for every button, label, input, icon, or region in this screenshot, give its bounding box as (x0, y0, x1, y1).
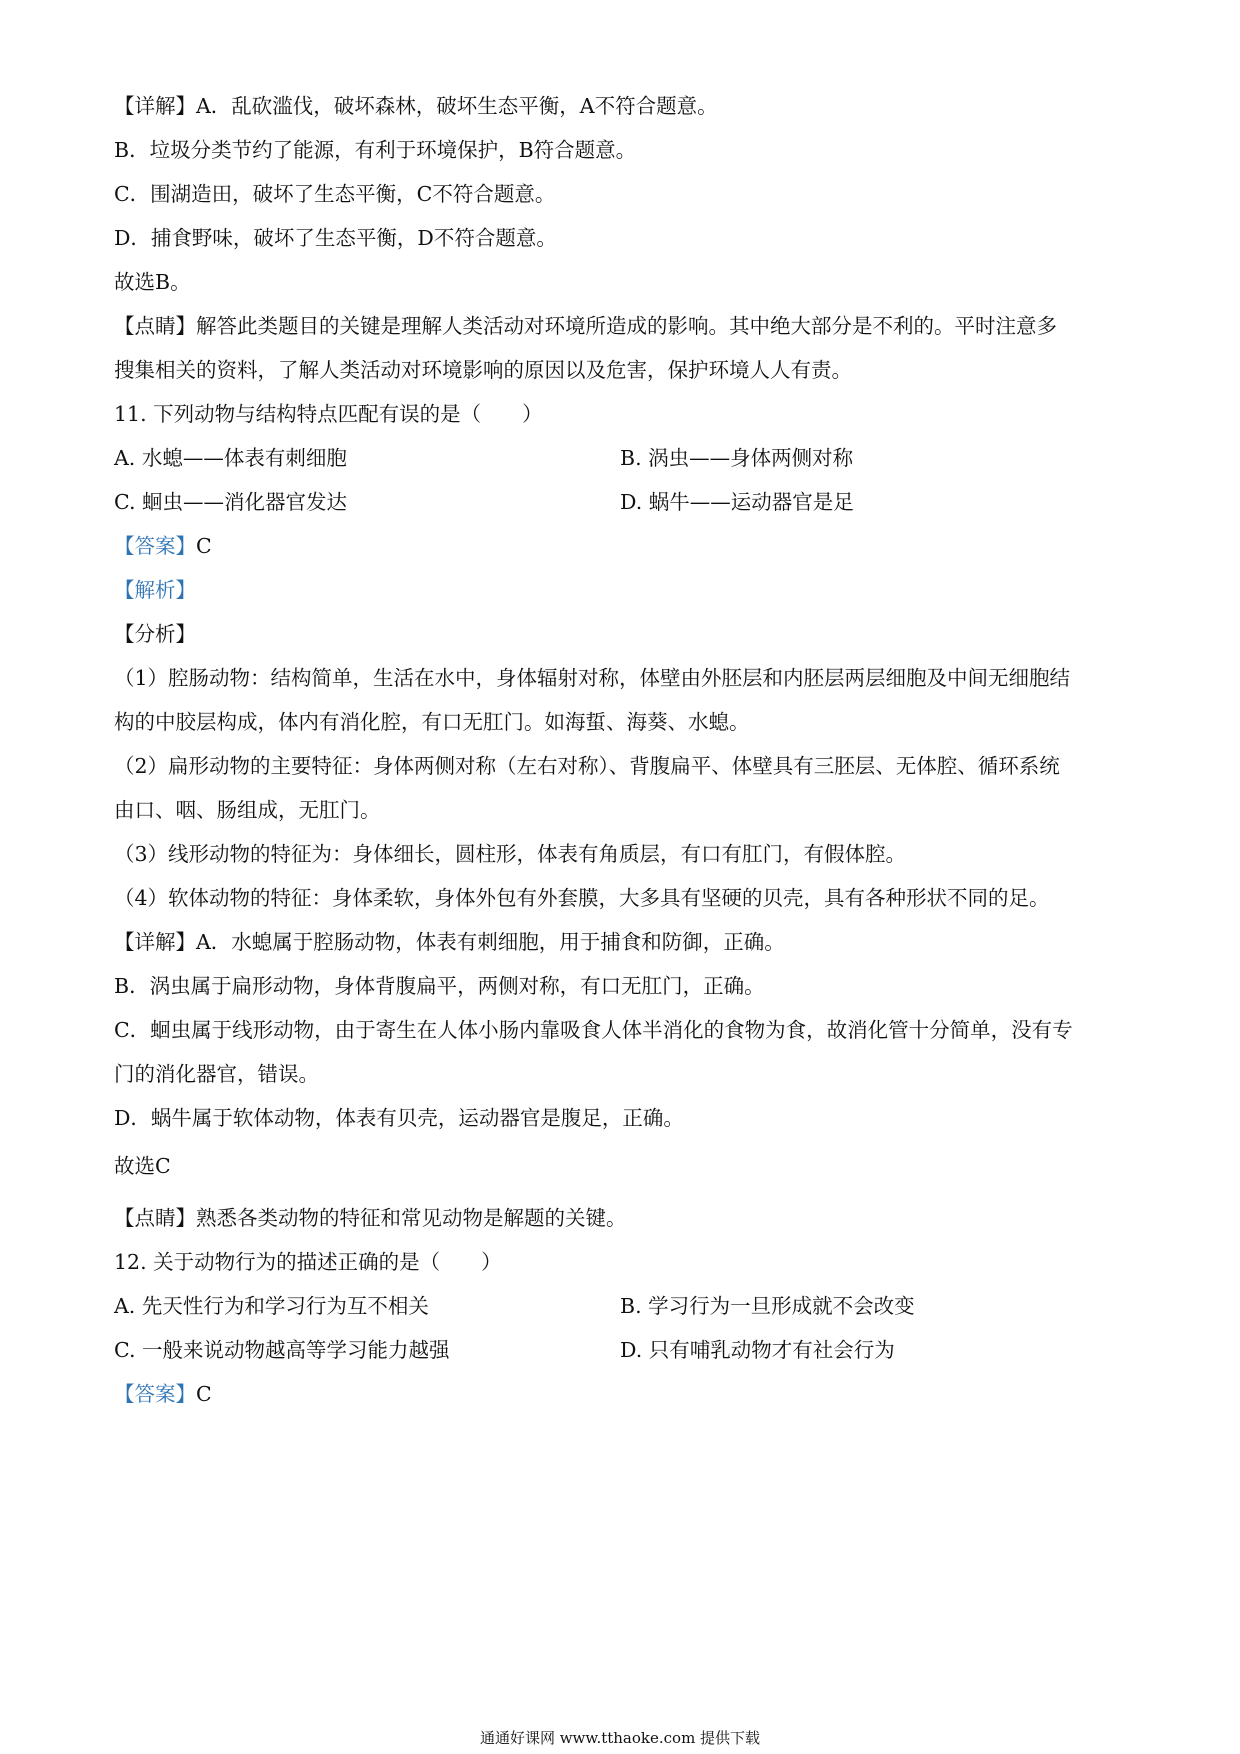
answer-value: C (196, 1382, 212, 1406)
comment-tag: 【点睛】 (114, 1206, 196, 1230)
page-footer: 通通好课网 www.tthaoke.com 提供下载 (479, 1729, 761, 1747)
q10-choice: 故选B。 (114, 270, 191, 294)
q11-choice: 故选C (114, 1154, 171, 1178)
q11-point-1-line-2: 构的中胶层构成，体内有消化腔，有口无肛门。如海蜇、海葵、水螅。 (114, 710, 750, 734)
q11-analysis-tag: 【解析】 (114, 578, 196, 602)
q10-detail-c: C．围湖造田，破坏了生态平衡，C不符合题意。 (114, 182, 556, 206)
q11-point-2-line-2: 由口、咽、肠组成，无肛门。 (114, 798, 381, 822)
q10-detail-b: B．垃圾分类节约了能源，有利于环境保护，B符合题意。 (114, 138, 637, 162)
q11-option-a: A. 水螅——体表有刺细胞 (114, 446, 347, 470)
q11-detail-c-line-2: 门的消化器官，错误。 (114, 1062, 319, 1086)
q11-option-d: D. 蜗牛——运动器官是足 (620, 490, 854, 514)
answer-tag: 【答案】 (114, 1382, 196, 1406)
q12-option-d: D. 只有哺乳动物才有社会行为 (620, 1338, 895, 1362)
q11-point-2-line-1: （2）扁形动物的主要特征：身体两侧对称（左右对称）、背腹扁平、体壁具有三胚层、无体腔、循环系统 (114, 754, 1060, 778)
q12-options-row-2 (114, 1336, 1134, 1364)
q12-options-row-1 (114, 1292, 1134, 1320)
q11-detail-a: 【详解】A．水螅属于腔肠动物，体表有刺细胞，用于捕食和防御，正确。 (114, 930, 785, 954)
q11-point-3: （3）线形动物的特征为：身体细长，圆柱形，体表有角质层，有口有肛门，有假体腔。 (114, 842, 907, 866)
q11-fenxi-tag: 【分析】 (114, 622, 196, 646)
q11-comment: 【点睛】熟悉各类动物的特征和常见动物是解题的关键。 (114, 1206, 627, 1230)
q11-options-row-2 (114, 488, 1134, 516)
answer-tag: 【答案】 (114, 534, 196, 558)
q11-option-b: B. 涡虫——身体两侧对称 (620, 446, 854, 470)
detail-tag: 【详解】 (114, 930, 196, 954)
q11-point-4: （4）软体动物的特征：身体柔软，身体外包有外套膜，大多具有坚硬的贝壳，具有各种形状不同的足。 (114, 886, 1050, 910)
q10-comment-line-1: 【点睛】解答此类题目的关键是理解人类活动对环境所造成的影响。其中绝大部分是不利的。平时注意多 (114, 314, 1057, 338)
q12-stem: 12. 关于动物行为的描述正确的是（ ） (114, 1250, 502, 1274)
q11-detail-b: B．涡虫属于扁形动物，身体背腹扁平，两侧对称，有口无肛门，正确。 (114, 974, 765, 998)
q12-answer (114, 1380, 1134, 1408)
comment-tag: 【点睛】 (114, 314, 196, 338)
q11-detail-d: D．蜗牛属于软体动物，体表有贝壳，运动器官是腹足，正确。 (114, 1106, 684, 1130)
q11-options-row-1 (114, 444, 1134, 472)
q12-option-b: B. 学习行为一旦形成就不会改变 (620, 1294, 915, 1318)
q11-detail-c-line-1: C．蛔虫属于线形动物，由于寄生在人体小肠内靠吸食人体半消化的食物为食，故消化管十分简单，没有专 (114, 1018, 1073, 1042)
q11-point-1-line-1: （1）腔肠动物：结构简单，生活在水中，身体辐射对称，体壁由外胚层和内胚层两层细胞及中间无细胞结 (114, 666, 1071, 690)
q11-answer (114, 532, 1134, 560)
q11-stem: 11. 下列动物与结构特点匹配有误的是（ ） (114, 402, 543, 426)
q12-option-a: A. 先天性行为和学习行为互不相关 (114, 1294, 429, 1318)
q10-detail-a: 【详解】A．乱砍滥伐，破坏森林，破坏生态平衡，A不符合题意。 (114, 94, 718, 118)
answer-value: C (196, 534, 212, 558)
q10-detail-d: D．捕食野味，破坏了生态平衡，D不符合题意。 (114, 226, 557, 250)
q10-comment-line-2: 搜集相关的资料，了解人类活动对环境影响的原因以及危害，保护环境人人有责。 (114, 358, 852, 382)
detail-tag: 【详解】 (114, 94, 196, 118)
q11-option-c: C. 蛔虫——消化器官发达 (114, 490, 347, 514)
q12-option-c: C. 一般来说动物越高等学习能力越强 (114, 1338, 450, 1362)
